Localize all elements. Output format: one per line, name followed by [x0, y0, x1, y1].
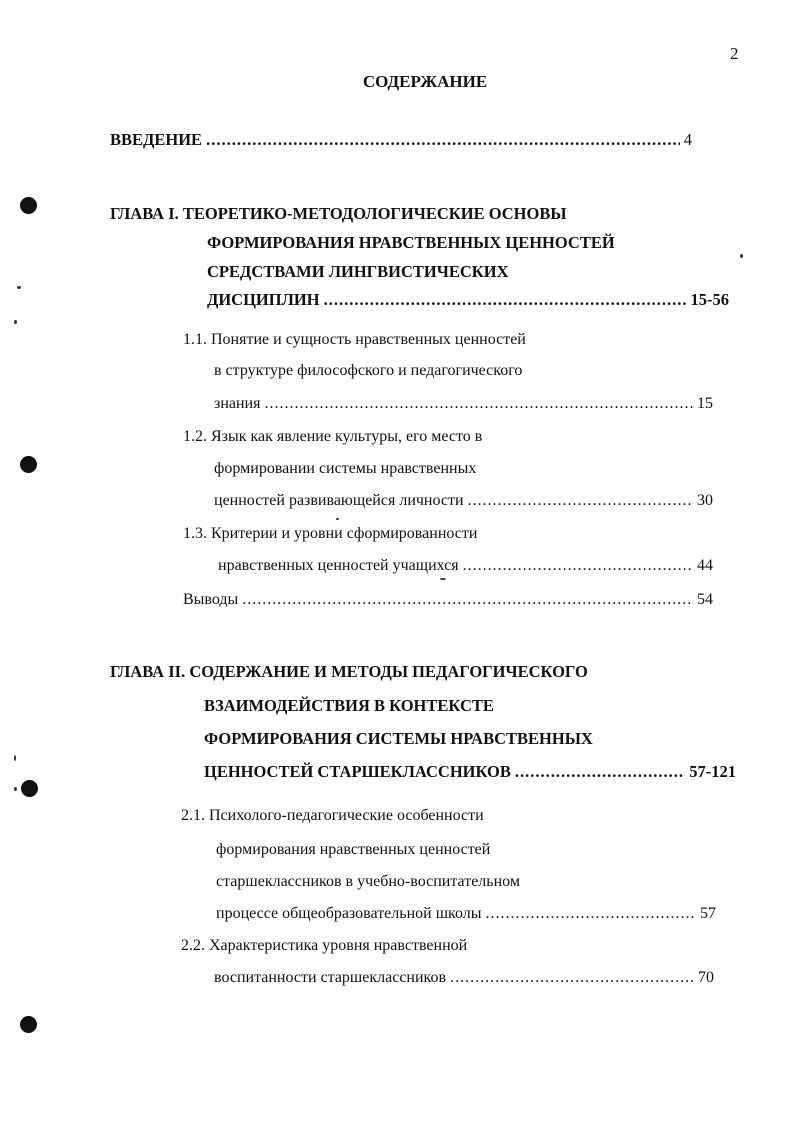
- dot-leader: [515, 762, 685, 782]
- punch-hole-mark: [20, 456, 37, 473]
- scan-speck: [440, 578, 446, 580]
- dot-leader: [463, 556, 693, 576]
- scan-speck: [14, 787, 17, 791]
- scan-speck: [336, 518, 339, 520]
- toc-entry-page: 15-56: [690, 290, 729, 309]
- toc-entry-page: 70: [698, 969, 714, 986]
- dot-leader: [206, 130, 680, 150]
- section-2-1-line-2: формирования нравственных ценностей: [216, 841, 491, 858]
- scan-speck: [17, 286, 21, 289]
- chapter1-title-line-4: ДИСЦИПЛИН: [207, 290, 320, 309]
- section-1-2-line-2: формировании системы нравственных: [214, 460, 477, 477]
- chapter1-title-line-3: СРЕДСТВАМИ ЛИНГВИСТИЧЕСКИХ: [207, 262, 509, 281]
- dot-leader: [486, 904, 697, 924]
- dot-leader: [324, 290, 687, 310]
- toc-entry-page: 57-121: [689, 762, 736, 781]
- conclusions-label: Выводы: [183, 591, 239, 608]
- toc-entry-conclusions[interactable]: [183, 590, 713, 610]
- punch-hole-mark: [21, 780, 38, 797]
- chapter1-title-line-2: ФОРМИРОВАНИЯ НРАВСТВЕННЫХ ЦЕННОСТЕЙ: [207, 233, 615, 252]
- section-1-1-line-2: в структуре философского и педагогического: [214, 362, 523, 379]
- toc-entry-page: 15: [697, 395, 713, 412]
- toc-entry-section-1-3[interactable]: [218, 556, 713, 576]
- dot-leader: [468, 491, 693, 511]
- section-1-1-line-3: знания: [214, 395, 261, 412]
- section-2-1-line-3: старшеклассников в учебно-воспитательном: [216, 873, 520, 890]
- scan-speck: [740, 254, 743, 258]
- toc-entry-page: 54: [697, 591, 713, 608]
- toc-entry-section-1-1[interactable]: [214, 394, 713, 414]
- toc-entry-page: 30: [697, 492, 713, 509]
- section-1-3-line-2: нравственных ценностей учащихся: [218, 557, 459, 574]
- section-2-2-line-1: 2.2. Характеристика уровня нравственной: [181, 937, 468, 954]
- punch-hole-mark: [20, 1016, 37, 1033]
- page-title: СОДЕРЖАНИЕ: [362, 72, 488, 91]
- toc-entry-page: 44: [697, 557, 713, 574]
- dot-leader: [264, 394, 693, 414]
- chapter2-title-line-4: ЦЕННОСТЕЙ СТАРШЕКЛАССНИКОВ: [204, 762, 511, 781]
- scan-speck: [14, 320, 17, 324]
- dot-leader: [242, 590, 693, 610]
- section-1-2-line-3: ценностей развивающейся личности: [214, 492, 464, 509]
- toc-entry-chapter1[interactable]: [207, 290, 729, 310]
- toc-entry-page: 4: [683, 130, 692, 149]
- toc-entry-chapter2[interactable]: [204, 762, 736, 782]
- toc-entry-section-1-2[interactable]: [214, 491, 713, 511]
- dot-leader: [450, 968, 694, 988]
- toc-entry-label: ВВЕДЕНИЕ: [110, 130, 203, 149]
- section-1-2-line-1: 1.2. Язык как явление культуры, его место в: [183, 428, 483, 445]
- scan-speck: [14, 755, 16, 761]
- toc-entry-section-2-2[interactable]: [214, 968, 714, 988]
- chapter2-title-line-2: ВЗАИМОДЕЙСТВИЯ В КОНТЕКСТЕ: [204, 696, 494, 715]
- toc-entry-page: 57: [700, 905, 716, 922]
- chapter2-title-line-3: ФОРМИРОВАНИЯ СИСТЕМЫ НРАВСТВЕННЫХ: [204, 729, 593, 748]
- chapter2-title-line-1: ГЛАВА II. СОДЕРЖАНИЕ И МЕТОДЫ ПЕДАГОГИЧЕСКОГО: [110, 662, 588, 681]
- toc-entry-section-2-1[interactable]: [216, 904, 716, 924]
- section-1-1-line-1: 1.1. Понятие и сущность нравственных ценностей: [183, 331, 526, 348]
- toc-entry-introduction[interactable]: [110, 130, 692, 150]
- punch-hole-mark: [20, 197, 37, 214]
- section-2-1-line-4: процессе общеобразовательной школы: [216, 905, 482, 922]
- chapter1-title-line-1: ГЛАВА I. ТЕОРЕТИКО-МЕТОДОЛОГИЧЕСКИЕ ОСНОВЫ: [110, 204, 567, 223]
- section-1-3-line-1: 1.3. Критерии и уровни сформированности: [183, 525, 478, 542]
- section-2-1-line-1: 2.1. Психолого-педагогические особенности: [181, 807, 484, 824]
- section-2-2-line-2: воспитанности старшеклассников: [214, 969, 447, 986]
- page-number: 2: [730, 44, 739, 63]
